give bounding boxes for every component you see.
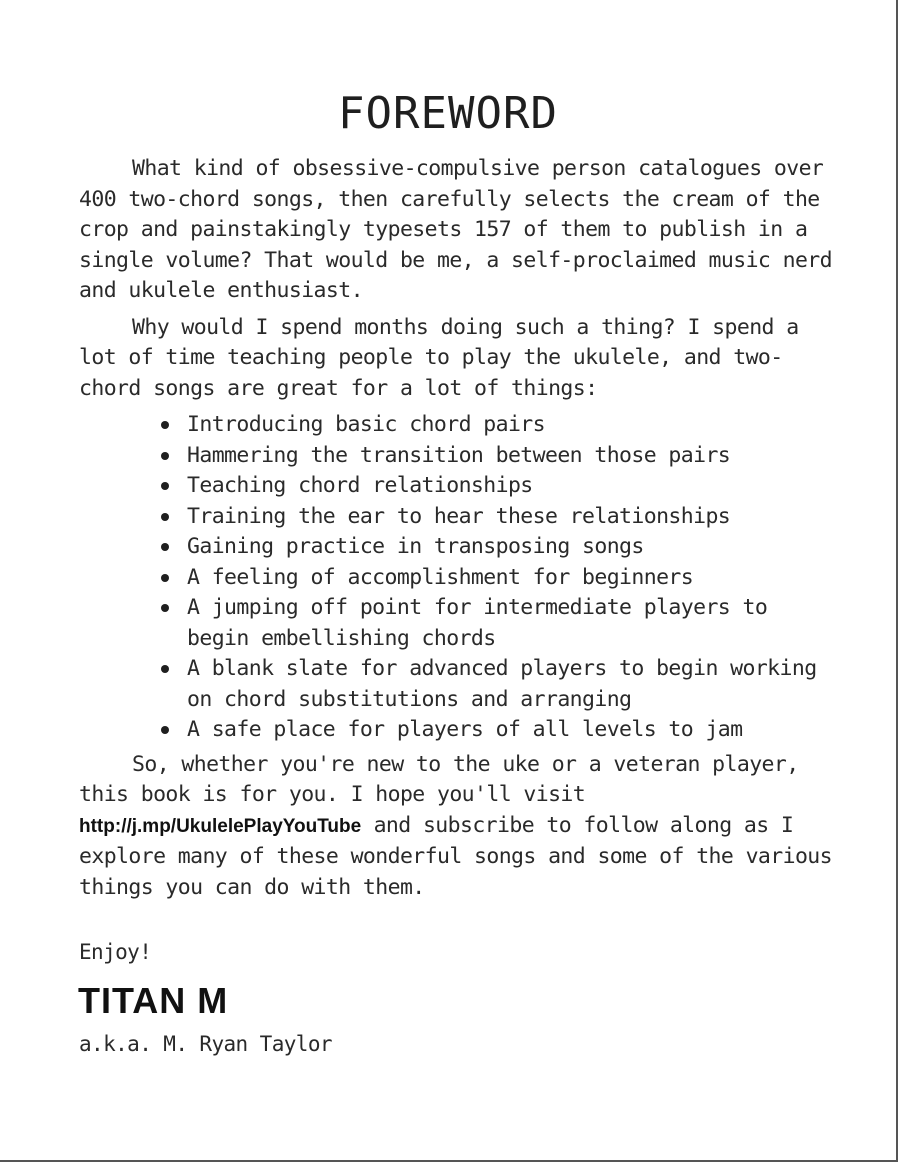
bullet-icon [161,726,169,734]
bullet-icon [161,513,169,521]
author-signature: TITAN M [78,980,229,1021]
bullet-icon [161,574,169,582]
author-aka: a.k.a. M. Ryan Taylor [79,1032,332,1056]
list-item [161,715,839,746]
list-item-text: A feeling of accomplishment for beginners [187,564,694,590]
list-item-text: Gaining practice in transposing songs [187,534,644,559]
bullet-icon [161,604,169,612]
youtube-link[interactable]: http://j.mp/UkulelePlayYouTube [79,815,362,837]
list-item-text: Introducing basic chord pairs [187,412,545,437]
bullet-icon [161,482,169,490]
list-item [161,532,839,563]
list-item-text: A blank slate for advanced players to begin working on chord substitutions and arranging [187,656,817,712]
paragraph-intro: What kind of obsessive-compulsive person catalogues over 400 two-chord songs, then carefully selects the cream of the crop and painstakingly typesets 157 of them to publish in a single volume? That would be me, a self-proclaimed music nerd and ukulele enthusiast. [79,156,832,303]
list-item [161,502,839,533]
list-item [161,593,839,654]
closing-text-after: and subscribe to follow along as I explore many of these wonderful songs and some of the various things you can do with them. [79,812,832,900]
list-item-text: Training the ear to hear these relationships [187,503,731,529]
closing-salutation: Enjoy! [79,940,152,964]
bullet-icon [161,543,169,551]
bullet-icon [161,452,169,460]
foreword-body [79,154,839,903]
list-item [161,654,839,715]
list-item [161,471,839,502]
list-item-text: Teaching chord relationships [187,473,533,498]
bullet-icon [161,421,169,429]
list-item-text: Hammering the transition between those pairs [187,442,731,468]
list-item [161,563,839,594]
benefits-list [79,410,839,746]
page-title: FOREWORD [338,88,558,139]
paragraph-why: Why would I spend months doing such a thing? I spend a lot of time teaching people to play the ukulele, and two-chord songs are great for a lot of things: [79,314,799,401]
list-item-text: A safe place for players of all levels to jam [187,717,743,742]
list-item [161,441,839,472]
bullet-icon [161,665,169,673]
closing-text-before: So, whether you're new to the uke or a veteran player, this book is for you. I hope you'll visit [79,751,799,807]
paragraph-closing [79,750,839,904]
list-item-text: A jumping off point for intermediate players to begin embellishing chords [187,595,768,651]
list-item [161,410,839,441]
